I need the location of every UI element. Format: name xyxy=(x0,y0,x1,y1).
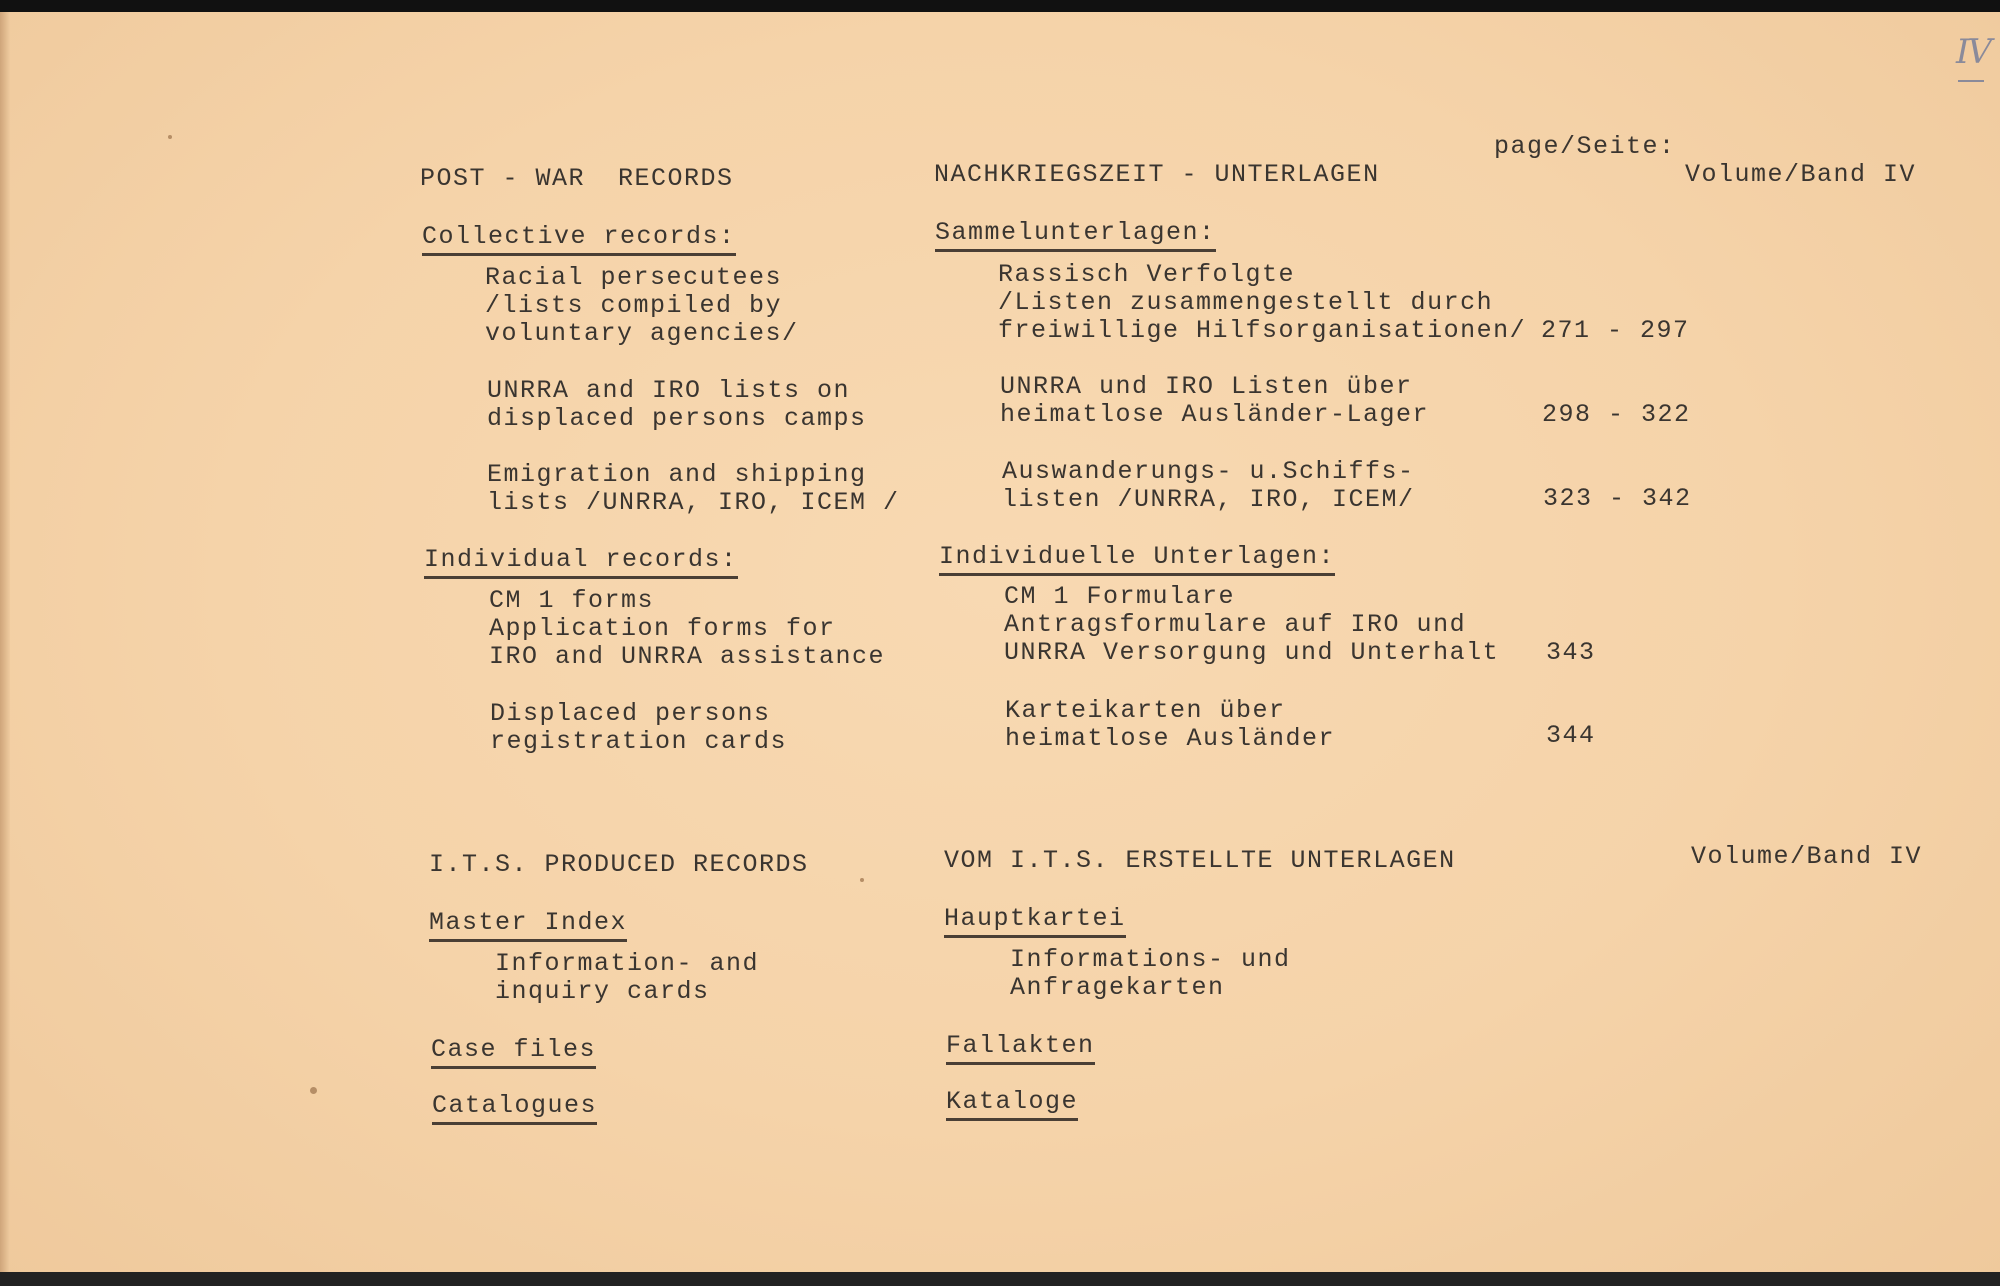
section1-title-de: NACHKRIEGSZEIT - UNTERLAGEN xyxy=(934,160,1380,189)
handwritten-underline xyxy=(1958,80,1984,82)
item-de-line: heimatlose Ausländer-Lager xyxy=(1000,400,1430,429)
section2-title-de: VOM I.T.S. ERSTELLTE UNTERLAGEN xyxy=(944,846,1456,875)
item-en-line: UNRRA and IRO lists on xyxy=(487,376,851,405)
item-de-line: CM 1 Formulare xyxy=(1004,582,1236,611)
item-en-line: Application forms for xyxy=(489,614,836,643)
item-en-line: Racial persecutees xyxy=(485,263,783,292)
section2-volume: Volume/Band IV xyxy=(1691,842,1923,871)
item-en-line: /lists compiled by xyxy=(485,291,783,320)
item-de-line: Informations- und xyxy=(1010,945,1291,974)
individual-heading-de: Individuelle Unterlagen: xyxy=(939,542,1335,576)
page-range: 271 - 297 xyxy=(1541,316,1690,345)
master-index-heading-en: Master Index xyxy=(429,908,627,942)
page-range: 323 - 342 xyxy=(1543,484,1692,513)
collective-heading-de: Sammelunterlagen: xyxy=(935,218,1216,252)
item-de-line: Antragsformulare auf IRO und xyxy=(1004,610,1467,639)
item-en-line: Information- and xyxy=(495,949,760,978)
item-en-line: CM 1 forms xyxy=(489,586,655,615)
item-de-line: UNRRA Versorgung und Unterhalt xyxy=(1004,638,1500,667)
collective-heading-en: Collective records: xyxy=(422,222,736,256)
item-de-line: Karteikarten über xyxy=(1005,696,1286,725)
item-de-line: /Listen zusammengestellt durch xyxy=(998,288,1494,317)
item-en-line: inquiry cards xyxy=(495,977,710,1006)
item-en-line: Displaced persons xyxy=(490,699,771,728)
catalogues-heading-de: Kataloge xyxy=(946,1087,1078,1121)
page-range: 298 - 322 xyxy=(1542,400,1691,429)
paper-speck xyxy=(860,878,864,882)
individual-heading-en: Individual records: xyxy=(424,545,738,579)
catalogues-heading-en: Catalogues xyxy=(432,1091,597,1125)
scan-left-edge xyxy=(0,12,10,1274)
item-en-line: registration cards xyxy=(490,727,788,756)
case-files-heading-en: Case files xyxy=(431,1035,596,1069)
item-de-line: freiwillige Hilfsorganisationen/ xyxy=(998,316,1527,345)
paper-speck xyxy=(168,135,172,139)
item-de-line: UNRRA und IRO Listen über xyxy=(1000,372,1413,401)
handwritten-page-mark: IV xyxy=(1956,32,1990,72)
paper-speck xyxy=(310,1087,317,1094)
page-range: 344 xyxy=(1546,721,1596,750)
item-en-line: voluntary agencies/ xyxy=(485,319,799,348)
item-de-line: heimatlose Ausländer xyxy=(1005,724,1336,753)
section2-title-en: I.T.S. PRODUCED RECORDS xyxy=(429,850,809,879)
master-index-heading-de: Hauptkartei xyxy=(944,904,1126,938)
item-en-line: IRO and UNRRA assistance xyxy=(489,642,886,671)
page-range: 343 xyxy=(1546,638,1596,667)
page-label: page/Seite: xyxy=(1494,132,1676,161)
case-files-heading-de: Fallakten xyxy=(946,1031,1095,1065)
item-en-line: displaced persons camps xyxy=(487,404,867,433)
section1-title-en: POST - WAR RECORDS xyxy=(420,164,734,193)
section1-volume: Volume/Band IV xyxy=(1685,160,1917,189)
item-en-line: Emigration and shipping xyxy=(487,460,867,489)
item-de-line: Rassisch Verfolgte xyxy=(998,260,1296,289)
item-en-line: lists /UNRRA, IRO, ICEM / xyxy=(487,488,900,517)
scan-top-edge xyxy=(0,0,2000,12)
scan-bottom-edge xyxy=(0,1272,2000,1286)
item-de-line: listen /UNRRA, IRO, ICEM/ xyxy=(1002,485,1415,514)
item-de-line: Auswanderungs- u.Schiffs- xyxy=(1002,457,1415,486)
item-de-line: Anfragekarten xyxy=(1010,973,1225,1002)
